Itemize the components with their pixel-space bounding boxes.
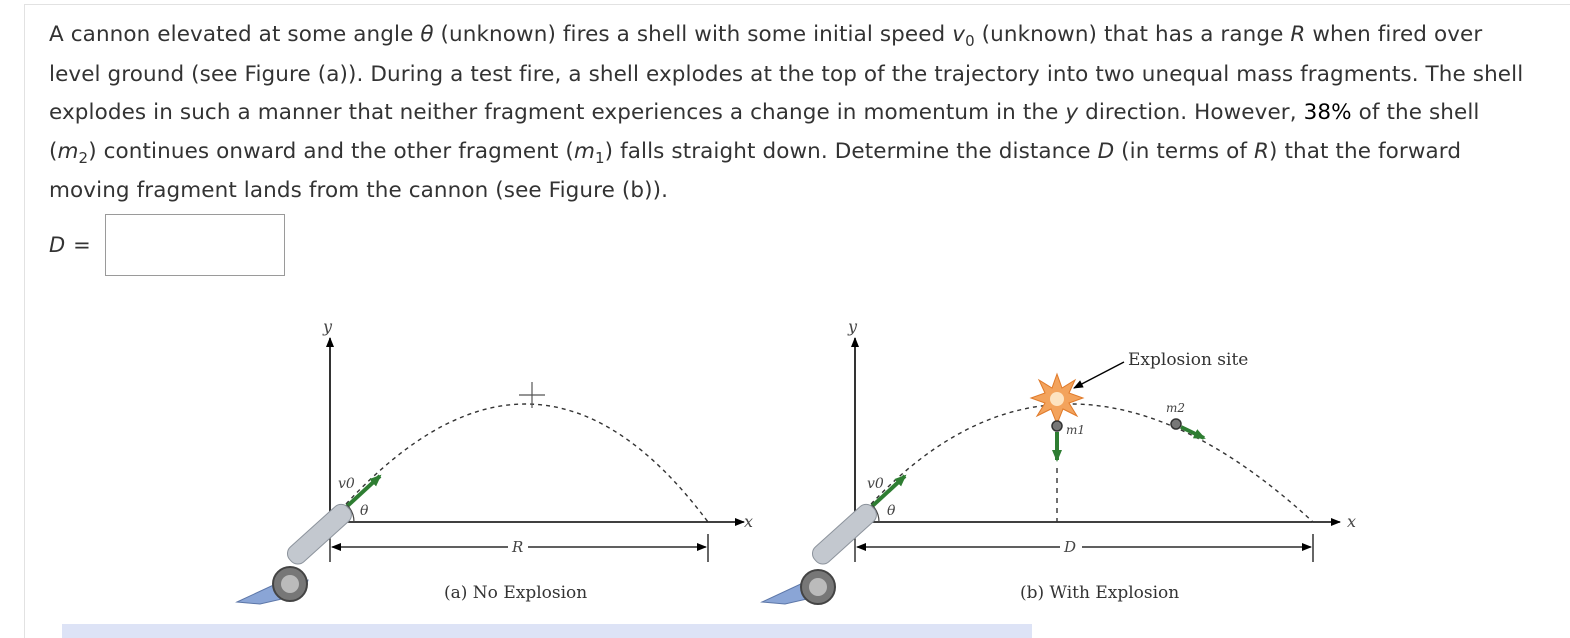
figure-b (762, 317, 1356, 604)
explosion-callout-arrow (1074, 362, 1124, 388)
fig-b-cannon (762, 501, 880, 604)
fragment-m2-arrow (1181, 427, 1204, 438)
fig-a-x-label: x (744, 512, 754, 531)
fig-a-caption: (a) No Explosion (444, 583, 588, 603)
fragment-m2 (1171, 419, 1181, 429)
fig-a-v0-label: v0 (338, 476, 355, 492)
fig-b-d-label: D (1064, 538, 1077, 556)
answer-input[interactable] (105, 214, 285, 276)
fig-b-trajectory (855, 404, 1313, 522)
fig-b-m1-label: m1 (1066, 423, 1086, 437)
explosion-core (1050, 392, 1064, 406)
percent-value: 38% (1303, 100, 1352, 125)
answer-equals: = (73, 233, 91, 257)
fig-a-range-label: R (512, 538, 524, 556)
fig-a-theta-label: θ (360, 503, 369, 519)
fig-a-y-label: y (323, 317, 333, 336)
question-text: A cannon elevated at some angle θ (unknown) fires a shell with some initial speed $v_0$ (unknown) that has a range R when fired over level ground (see Figure (a)). During a test fire, a shell explodes at the top of the trajectory into two unequal mass fragments. The shell explodes in such a manner that neither fragment experiences a change in momentum in the y direction. However, 38% of the shell $(m_2)$ continues onward and the other fragment $(m_1)$ falls straight down. Determine the distance D (in terms of R) that the forward moving fragment lands from the cannon (see Figure (b)). (49, 22, 1524, 203)
fragment-m1 (1052, 421, 1062, 431)
figure (230, 312, 1550, 612)
feedback-bar (62, 624, 1032, 638)
explosion-label: Explosion site (1128, 350, 1249, 370)
fig-b-v0-label: v0 (867, 476, 884, 492)
fig-a-cannon (237, 501, 355, 604)
fig-b-theta-label: θ (887, 503, 896, 519)
answer-label: D (49, 233, 66, 257)
fig-b-m2-label: m2 (1166, 401, 1186, 415)
fig-b-y-label: y (848, 317, 858, 336)
fig-a-trajectory (330, 404, 708, 522)
fig-b-caption: (b) With Explosion (1020, 583, 1180, 603)
figure-a (237, 317, 753, 604)
fig-b-x-label: x (1347, 512, 1357, 531)
answer-row (49, 214, 285, 276)
